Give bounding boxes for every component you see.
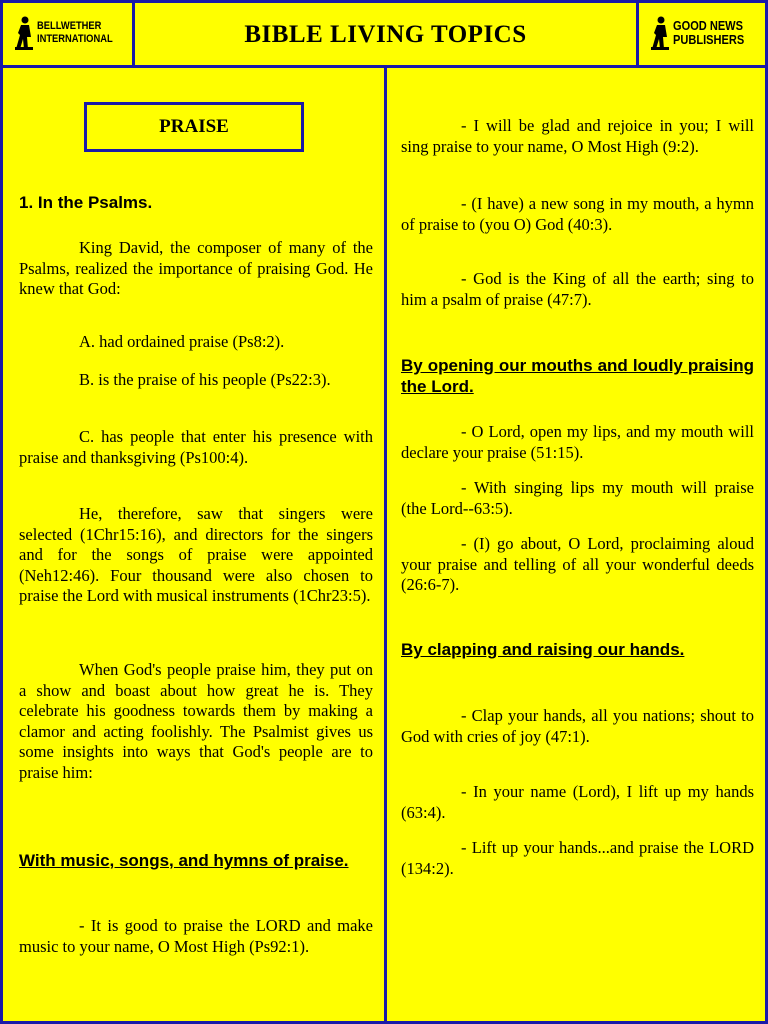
paragraph bbox=[19, 504, 373, 607]
scripture-quote bbox=[401, 269, 754, 310]
logo-line-2: INTERNATIONAL bbox=[37, 33, 113, 45]
paragraph-text: When God's people praise him, they put on a show and boast about how great he is. They celebrate his goodness towards them by making a clamor and acting foolishly. The Psalmist gives us some insights into ways that God's people are to praise him: bbox=[19, 660, 373, 782]
section-heading: 1. In the Psalms. bbox=[19, 193, 153, 212]
scripture-text: - (I) go about, O Lord, proclaiming aloud your praise and telling of all your wonderful deeds (26:6-7). bbox=[401, 534, 754, 594]
header-left-logo-cell bbox=[3, 3, 135, 65]
page-title: BIBLE LIVING TOPICS bbox=[244, 21, 527, 48]
scripture-text: - God is the King of all the earth; sing to him a psalm of praise (47:7). bbox=[401, 269, 754, 309]
scripture-text: - I will be glad and rejoice in you; I will sing praise to your name, O Most High (9:2). bbox=[401, 116, 754, 156]
list-item-text: A. had ordained praise (Ps8:2). bbox=[79, 332, 285, 351]
bellwether-logo bbox=[13, 15, 126, 51]
scripture-quote bbox=[401, 194, 754, 235]
scripture-text: - In your name (Lord), I lift up my hands (63:4). bbox=[401, 782, 754, 822]
scripture-quote bbox=[401, 782, 754, 823]
left-column bbox=[0, 68, 387, 1024]
scripture-quote bbox=[401, 422, 754, 463]
list-item-text: C. has people that enter his presence with praise and thanksgiving (Ps100:4). bbox=[19, 427, 373, 467]
list-item bbox=[19, 370, 373, 391]
right-column bbox=[384, 68, 768, 1024]
scripture-quote bbox=[401, 838, 754, 879]
scripture-text: - With singing lips my mouth will praise (the Lord--63:5). bbox=[401, 478, 754, 518]
paragraph-text: He, therefore, saw that singers were selected (1Chr15:16), and directors for the singers and for the songs of praise were appointed (Neh12:46). Four thousand were also chosen to praise the Lord with musical instruments (1Chr23:5). bbox=[19, 504, 373, 605]
scripture-text: - (I have) a new song in my mouth, a hymn of praise to (you O) God (40:3). bbox=[401, 194, 754, 234]
scripture-text: - Clap your hands, all you nations; shout to God with cries of joy (47:1). bbox=[401, 706, 754, 746]
scripture-text: - It is good to praise the LORD and make music to your name, O Most High (Ps92:1). bbox=[19, 916, 373, 956]
paragraph bbox=[19, 660, 373, 783]
figure-icon bbox=[649, 15, 671, 51]
section-heading: With music, songs, and hymns of praise. bbox=[19, 851, 349, 870]
good-news-logo bbox=[649, 15, 757, 51]
logo-line-1: GOOD NEWS bbox=[673, 18, 743, 33]
logo-line-2: PUBLISHERS bbox=[673, 32, 745, 47]
header bbox=[0, 0, 768, 68]
scripture-text: - O Lord, open my lips, and my mouth will declare your praise (51:15). bbox=[401, 422, 754, 462]
list-item bbox=[19, 427, 373, 468]
scripture-quote bbox=[401, 534, 754, 596]
topic-title: PRAISE bbox=[84, 102, 304, 152]
list-item bbox=[19, 332, 373, 353]
figure-icon bbox=[13, 15, 35, 51]
paragraph bbox=[19, 238, 373, 300]
scripture-text: - Lift up your hands...and praise the LORD (134:2). bbox=[401, 838, 754, 878]
scripture-quote bbox=[401, 706, 754, 747]
paragraph-text: King David, the composer of many of the Psalms, realized the importance of praising God. He knew that God: bbox=[19, 238, 373, 298]
list-item-text: B. is the praise of his people (Ps22:3). bbox=[79, 370, 331, 389]
header-right-logo-cell bbox=[639, 3, 765, 65]
scripture-quote bbox=[401, 116, 754, 157]
scripture-quote bbox=[19, 916, 373, 957]
header-title-cell bbox=[135, 3, 639, 65]
scripture-quote bbox=[401, 478, 754, 519]
section-heading: By clapping and raising our hands. bbox=[401, 640, 685, 659]
logo-line-1: BELLWETHER bbox=[37, 20, 102, 32]
section-heading: By opening our mouths and loudly praising the Lord. bbox=[401, 356, 754, 396]
